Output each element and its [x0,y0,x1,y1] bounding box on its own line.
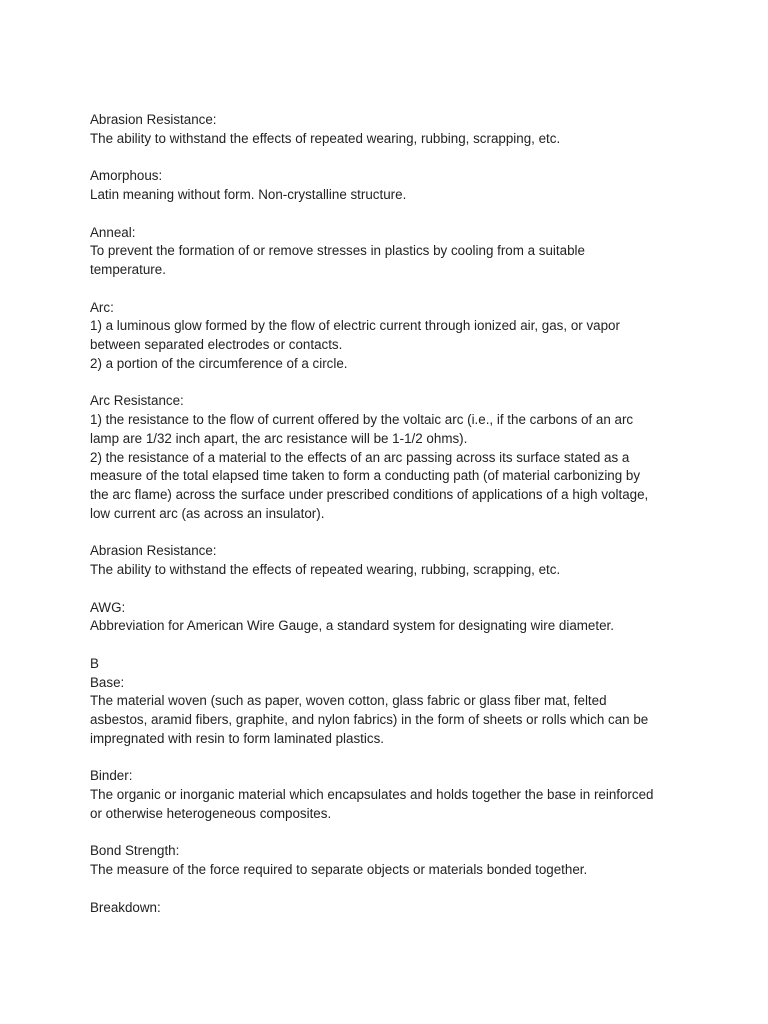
glossary-entry-awg [90,599,690,637]
entry-definition-line: the arc flame) across the surface under prescribed conditions of applications of a high voltage, [90,487,649,502]
glossary-entry-bond-strength [90,842,690,880]
entry-definition-line: The ability to withstand the effects of repeated wearing, rubbing, scrapping, etc. [90,130,561,146]
glossary-entry-arc-resistance [90,392,690,523]
entry-definition-line: lamp are 1/32 inch apart, the arc resistance will be 1-1/2 ohms). [90,430,468,446]
entry-definition-line: impregnated with resin to form laminated plastics. [90,730,384,746]
entry-term: Abrasion Resistance: [90,543,217,559]
entry-definition-line: between separated electrodes or contacts. [90,337,343,352]
entry-definition-line: The organic or inorganic material which encapsulates and holds together the base in reinforced [90,787,654,802]
section-letter: B [90,655,99,671]
entry-term: Breakdown: [90,899,161,915]
glossary-entry-arc [90,299,690,374]
entry-term: Abrasion Resistance: [90,112,217,127]
entry-term: Base: [90,674,125,690]
entry-definition-line: 1) the resistance to the flow of current offered by the voltaic arc (i.e., if the carbons of an arc [90,412,634,427]
entry-term: Binder: [90,768,133,784]
entry-definition-line: 1) a luminous glow formed by the flow of electric current through ionized air, gas, or vapor [90,318,620,334]
entry-definition-line: Abbreviation for American Wire Gauge, a standard system for designating wire diameter. [90,618,614,634]
entry-term: Anneal: [90,224,136,240]
entry-definition-line: 2) a portion of the circumference of a circle. [90,355,348,371]
entry-term: Arc Resistance: [90,393,184,409]
entry-definition-line: The measure of the force required to separate objects or materials bonded together. [90,862,588,877]
entry-term: Arc: [90,299,114,315]
document-page [90,111,690,936]
entry-definition-line: or otherwise heterogeneous composites. [90,805,332,821]
entry-definition-line: To prevent the formation of or remove stresses in plastics by cooling from a suitable [90,243,585,259]
entry-term: Bond Strength: [90,843,180,859]
glossary-entry-anneal [90,224,690,280]
entry-definition-line: Latin meaning without form. Non-crystalline structure. [90,187,407,202]
glossary-entry-amorphous [90,167,690,205]
entry-definition-line: measure of the total elapsed time taken to form a conducting path (of material carbonizing by [90,468,641,484]
glossary-entry-breakdown [90,899,690,918]
glossary-entry-abrasion-resistance [90,111,690,149]
entry-term: AWG: [90,599,126,615]
glossary-entry-binder [90,767,690,823]
entry-term: Amorphous: [90,168,163,184]
entry-definition-line: 2) the resistance of a material to the effects of an arc passing across its surface stated as a [90,449,630,465]
glossary-entry-base [90,655,690,749]
entry-definition-line: low current arc (as across an insulator). [90,505,325,521]
entry-definition-line: The ability to withstand the effects of repeated wearing, rubbing, scrapping, etc. [90,562,561,577]
entry-definition-line: asbestos, aramid fibers, graphite, and nylon fabrics) in the form of sheets or rolls which can be [90,712,649,727]
entry-definition-line: temperature. [90,262,166,277]
glossary-entry-abrasion-resistance-repeat [90,542,690,580]
entry-definition-line: The material woven (such as paper, woven cotton, glass fabric or glass fiber mat, felted [90,693,607,709]
